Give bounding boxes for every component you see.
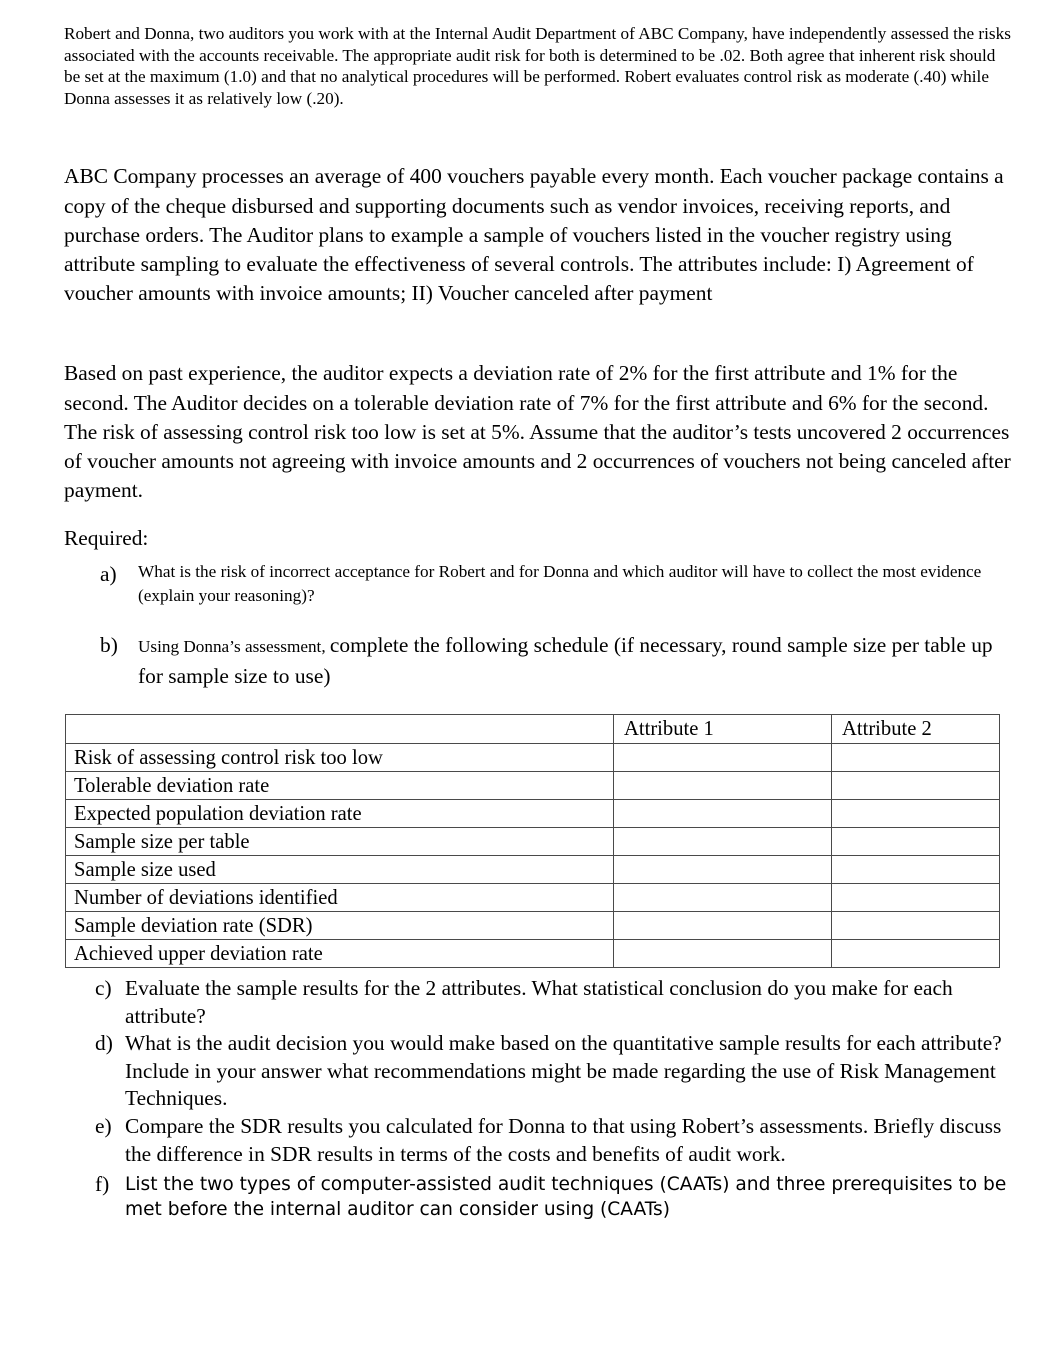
- row-attribute-1-cell[interactable]: [614, 800, 832, 828]
- row-label: Expected population deviation rate: [66, 800, 614, 828]
- row-attribute-2-cell[interactable]: [832, 828, 1000, 856]
- row-label: Achieved upper deviation rate: [66, 940, 614, 968]
- list-item-d-text: What is the audit decision you would make based on the quantitative sample results for each attribute? Include in your answer what recommendations might be made regarding the use of Risk Management Techniques.: [125, 1031, 1002, 1111]
- list-item-e-marker: e): [95, 1113, 112, 1138]
- paragraph-vouchers: ABC Company processes an average of 400 vouchers payable every month. Each voucher package contains a copy of the cheque disbursed and supporting documents such as vendor invoices, receiving reports, and purchase orders. The Auditor plans to example a sample of vouchers listed in the voucher registry using attribute sampling to evaluate the effectiveness of several controls. The attributes include: I) Agreement of voucher amounts with invoice amounts; II) Voucher canceled after payment: [64, 164, 1004, 306]
- row-attribute-1-cell[interactable]: [614, 772, 832, 800]
- row-attribute-1-cell[interactable]: [614, 828, 832, 856]
- list-item-b-body: [138, 631, 1005, 690]
- row-label: Sample deviation rate (SDR): [66, 912, 614, 940]
- list-item-f: [95, 1172, 1010, 1222]
- row-label: Tolerable deviation rate: [66, 772, 614, 800]
- list-item-a: [100, 560, 1005, 608]
- paragraph-expectations: Based on past experience, the auditor expects a deviation rate of 2% for the first attribute and 1% for the second. The Auditor decides on a tolerable deviation rate of 7% for the first attribute and 6% for the second. The risk of assessing control risk too low is set at 5%. Assume that the auditor’s tests uncovered 2 occurrences of voucher amounts not agreeing with invoice amounts and 2 occurrences of vouchers not being canceled after payment.: [64, 361, 1011, 503]
- table-row: [66, 940, 1000, 968]
- list-item-f-marker: f): [95, 1172, 110, 1197]
- row-attribute-2-cell[interactable]: [832, 912, 1000, 940]
- table-row: [66, 884, 1000, 912]
- list-item-a-marker: a): [100, 562, 117, 586]
- list-item-c: [95, 975, 1010, 1030]
- table-row: [66, 828, 1000, 856]
- row-label: Number of deviations identified: [66, 884, 614, 912]
- list-item-b-lead: Using Donna’s assessment,: [138, 637, 330, 656]
- table-row: [66, 856, 1000, 884]
- list-item-f-text: List the two types of computer-assisted audit techniques (CAATs) and three prerequisites to be met before the internal auditor can consider using (CAATs): [125, 1174, 1007, 1221]
- row-attribute-2-cell[interactable]: [832, 856, 1000, 884]
- list-item-e-text: Compare the SDR results you calculated for Donna to that using Robert’s assessments. Briefly discuss the difference in SDR results in terms of the costs and benefits of audit work.: [125, 1113, 1002, 1166]
- list-item-b-text: complete the following schedule (if necessary, round sample size per table up for sample size to use): [138, 633, 993, 688]
- required-heading: Required:: [64, 526, 149, 551]
- table-header-blank: [66, 715, 614, 744]
- table-header-attribute-1: Attribute 1: [614, 715, 832, 744]
- row-attribute-1-cell[interactable]: [614, 744, 832, 772]
- row-attribute-2-cell[interactable]: [832, 940, 1000, 968]
- list-item-c-marker: c): [95, 976, 112, 1000]
- table-row: [66, 744, 1000, 772]
- row-attribute-2-cell[interactable]: [832, 744, 1000, 772]
- table-row: [66, 772, 1000, 800]
- schedule-table: [65, 714, 1000, 968]
- row-attribute-2-cell[interactable]: [832, 772, 1000, 800]
- row-attribute-1-cell[interactable]: [614, 912, 832, 940]
- list-item-c-text: Evaluate the sample results for the 2 attributes. What statistical conclusion do you make for each attribute?: [125, 976, 953, 1028]
- list-item-b: [100, 631, 1005, 690]
- row-attribute-2-cell[interactable]: [832, 800, 1000, 828]
- list-item-b-marker: b): [100, 633, 118, 657]
- table-header-attribute-2: Attribute 2: [832, 715, 1000, 744]
- table-row: [66, 800, 1000, 828]
- list-items-c-f: [95, 975, 1010, 1222]
- list-item-d: [95, 1030, 1010, 1113]
- row-attribute-1-cell[interactable]: [614, 940, 832, 968]
- row-label: Sample size used: [66, 856, 614, 884]
- row-label: Risk of assessing control risk too low: [66, 744, 614, 772]
- row-label: Sample size per table: [66, 828, 614, 856]
- list-item-e: [95, 1113, 1010, 1168]
- table-header-row: [66, 715, 1000, 744]
- row-attribute-1-cell[interactable]: [614, 884, 832, 912]
- row-attribute-1-cell[interactable]: [614, 856, 832, 884]
- paragraph-intro: Robert and Donna, two auditors you work with at the Internal Audit Department of ABC Company, have independently assessed the risks associated with the accounts receivable. The appropriate audit risk for both is determined to be .02. Both agree that inherent risk should be set at the maximum (1.0) and that no analytical procedures will be performed. Robert evaluates control risk as moderate (.40) while Donna assesses it as relatively low (.20).: [64, 24, 1011, 108]
- row-attribute-2-cell[interactable]: [832, 884, 1000, 912]
- table-row: [66, 912, 1000, 940]
- list-item-a-text: What is the risk of incorrect acceptance for Robert and for Donna and which auditor will have to collect the most evidence (explain your reasoning)?: [138, 562, 982, 605]
- list-item-d-marker: d): [95, 1031, 113, 1056]
